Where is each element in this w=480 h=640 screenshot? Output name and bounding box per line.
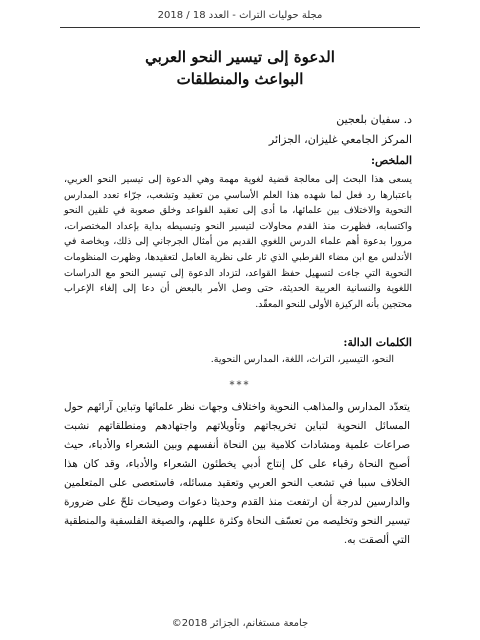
keywords-heading: الكلمات الدالة: bbox=[343, 336, 412, 349]
keywords-text: النحو، التيسير، التراث، اللغة، المدارس النحوية. bbox=[210, 354, 394, 365]
author-block bbox=[269, 110, 412, 150]
author-name: د. سفيان بلعجين bbox=[336, 113, 412, 126]
title-line-1: الدعوة إلى تيسير النحو العربي bbox=[145, 48, 335, 66]
section-separator: *** bbox=[229, 380, 251, 391]
body-paragraph: يتعدّد المدارس والمذاهب النحوية واختلاف وجهات نظر علمائها وتباين آرائهم حول المسائل النحوية لتباين تخريجاتهم وتأويلاتهم واجتهادهم ومنطلقاتهم نشبت صراعات علمية ومشادات كلامية بين النحاة أنفسهم وبين الشعراء والأدباء، حيث أصبح النحاة رقباء على كل إنتاج أدبي يخطئون الشعراء والأدباء، وقد كان هذا الخلاف سببا في تشعب النحو العربي وتعقيد مسائله، فاستعصى على المتعلمين والدارسين لدرجة أن ارتفعت منذ القدم وحديثا دعوات وصيحات تلحّ على ضرورة تيسير النحو وتخليصه من تعسّف النحاة وكثرة عللهم، والصيغة الفلسفية والمنطقية التي ألصقت به. bbox=[64, 401, 410, 546]
author-affiliation: المركز الجامعي غليزان، الجزائر bbox=[268, 133, 412, 146]
running-header: مجلة حوليات التراث - العدد 18 / 2018 bbox=[157, 10, 323, 21]
page-footer: جامعة مستغانم، الجزائر 2018© bbox=[171, 618, 309, 629]
header-rule bbox=[60, 27, 420, 28]
article-title bbox=[0, 46, 480, 90]
abstract-heading: الملخص: bbox=[370, 154, 412, 167]
title-line-2: البواعث والمنطلقات bbox=[176, 70, 304, 88]
abstract-text: يسعى هذا البحث إلى معالجة قضية لغوية مهمة وهي الدعوة إلى تيسير النحو العربي، باعتبارها رد فعل لما شهده هذا العلم الأساسي من تعقيد وتشعب، جرّاء تعدد المدارس النحوية والاختلاف بين علمائها، ما أدى إلى تعقيد القواعد وخلق صعوبة في تلقين النحو واكتسابه، فظهرت منذ القدم محاولات لتيسير النحو وتبسيطه بداية بإعداد المختصرات، مرورا بدعوة أهم علماء الدرس اللغوي القديم من أمثال الجرجاني إلى ذلك، وبخاصة في الأندلس مع ابن مضاء القرطبي الذي ثار على نظرية العامل لتعقيدها، وظهرت المنظومات النحوية التي جاءت لتسهيل حفظ القواعد، لتزداد الدعوة إلى تيسير النحو مع الدراسات اللغوية والنسانية العربية الحديثة، حتى وصل الأمر بالبعض أن دعا إلى إلغاء الإعراب محتجين بأنه الركيزة الأولى للنحو المعقّد. bbox=[64, 174, 412, 310]
